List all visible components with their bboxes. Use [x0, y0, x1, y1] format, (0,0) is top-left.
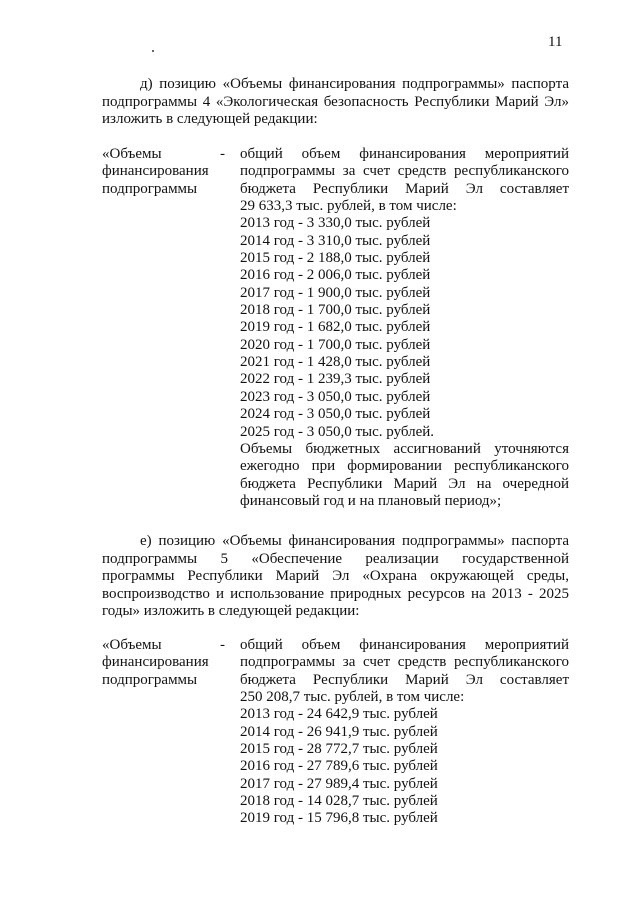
- year-line: 2015 год - 2 188,0 тыс. рублей: [240, 250, 431, 267]
- section-e-line: подпрограммы 5 «Обеспечение реализации государственной: [102, 550, 569, 567]
- note-line: финансовый год и на плановый период»;: [240, 492, 502, 509]
- label-line: финансирования: [102, 654, 209, 671]
- section-d-line: подпрограммы 4 «Экологическая безопасность Республики Марий Эл»: [102, 93, 569, 110]
- note-line: бюджета Республики Марий Эл на очередной: [240, 475, 569, 492]
- label-dash: -: [220, 637, 225, 653]
- year-line: 2013 год - 24 642,9 тыс. рублей: [240, 706, 438, 723]
- intro-line: подпрограммы за счет средств республиканского: [240, 163, 569, 180]
- year-line: 2017 год - 27 989,4 тыс. рублей: [240, 775, 438, 792]
- intro-line: подпрограммы за счет средств республиканского: [240, 654, 569, 671]
- year-line: 2018 год - 1 700,0 тыс. рублей: [240, 302, 431, 319]
- year-line: 2016 год - 27 789,6 тыс. рублей: [240, 758, 438, 775]
- year-line: 2022 год - 1 239,3 тыс. рублей: [240, 371, 431, 388]
- label-line: подпрограммы: [102, 180, 198, 197]
- intro-line: 29 633,3 тыс. рублей, в том числе:: [240, 198, 457, 215]
- label-line: «Объемы: [102, 637, 162, 653]
- year-line: 2018 год - 14 028,7 тыс. рублей: [240, 793, 438, 810]
- year-line: 2017 год - 1 900,0 тыс. рублей: [240, 284, 431, 301]
- label-line: финансирования: [102, 163, 209, 180]
- year-line: 2019 год - 15 796,8 тыс. рублей: [240, 810, 438, 827]
- financing-value: [240, 637, 569, 828]
- section-e-line: е) позицию «Объемы финансирования подпрограммы» паспорта: [140, 533, 569, 549]
- intro-line: бюджета Республики Марий Эл составляет: [240, 671, 569, 688]
- intro-line: 250 208,7 тыс. рублей, в том числе:: [240, 689, 465, 706]
- financing-label: [102, 146, 227, 198]
- year-line: 2019 год - 1 682,0 тыс. рублей: [240, 319, 431, 336]
- year-line: 2024 год - 3 050,0 тыс. рублей: [240, 406, 431, 423]
- section-e-line: воспроизводство и использование природных ресурсов на 2013 - 2025: [102, 585, 569, 602]
- section-e-paragraph: [102, 533, 569, 621]
- intro-line: общий объем финансирования мероприятий: [240, 637, 569, 653]
- note-line: ежегодно при формировании республиканского: [240, 458, 569, 475]
- note-line: Объемы бюджетных ассигнований уточняются: [240, 440, 569, 457]
- intro-line: бюджета Республики Марий Эл составляет: [240, 180, 569, 197]
- page-number: 11: [548, 34, 563, 50]
- section-d-paragraph: [102, 76, 569, 129]
- year-line: 2015 год - 28 772,7 тыс. рублей: [240, 741, 438, 758]
- year-line: 2014 год - 26 941,9 тыс. рублей: [240, 723, 438, 740]
- financing-label: [102, 637, 227, 689]
- section-e-line: годы» изложить в следующей редакции:: [102, 603, 360, 620]
- section-e-line: программы Республики Марий Эл «Охрана окружающей среды,: [102, 568, 569, 585]
- year-line: 2020 год - 1 700,0 тыс. рублей: [240, 336, 431, 353]
- year-line: 2021 год - 1 428,0 тыс. рублей: [240, 354, 431, 371]
- label-line: подпрограммы: [102, 671, 198, 688]
- scan-speck: [152, 50, 154, 52]
- year-line: 2025 год - 3 050,0 тыс. рублей.: [240, 423, 435, 440]
- section-d-line: изложить в следующей редакции:: [102, 111, 318, 128]
- label-line: «Объемы: [102, 146, 162, 162]
- intro-line: общий объем финансирования мероприятий: [240, 146, 569, 162]
- year-line: 2016 год - 2 006,0 тыс. рублей: [240, 267, 431, 284]
- label-dash: -: [220, 146, 225, 162]
- section-d-line: д) позицию «Объемы финансирования подпрограммы» паспорта: [140, 76, 569, 92]
- year-line: 2023 год - 3 050,0 тыс. рублей: [240, 388, 431, 405]
- financing-value: [240, 146, 569, 510]
- year-line: 2014 год - 3 310,0 тыс. рублей: [240, 232, 431, 249]
- year-line: 2013 год - 3 330,0 тыс. рублей: [240, 215, 431, 232]
